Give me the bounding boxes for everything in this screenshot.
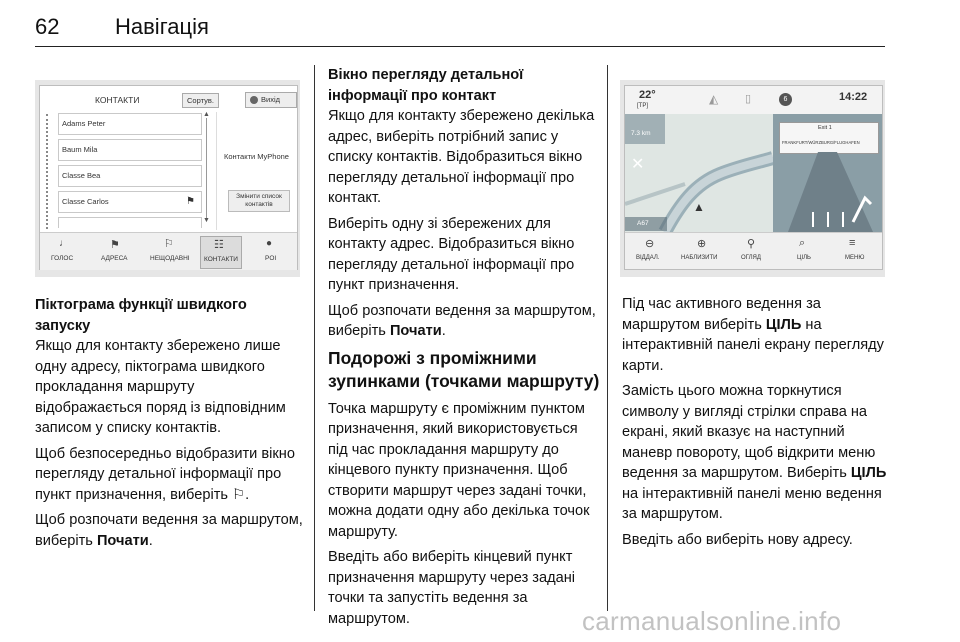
start-command: Почати bbox=[389, 323, 442, 339]
column-1 bbox=[35, 295, 305, 556]
navigation-app-icon[interactable]: ◭ bbox=[709, 92, 719, 106]
column-2 bbox=[328, 65, 600, 634]
text: . bbox=[148, 532, 153, 549]
alphabet-strip[interactable] bbox=[46, 114, 52, 229]
paragraph bbox=[35, 444, 305, 506]
bar-label: НЕЩОДАВНІ bbox=[150, 255, 190, 262]
interaction-bar bbox=[625, 232, 882, 270]
page-number: 62 bbox=[35, 14, 60, 39]
bar-label: ГОЛОС bbox=[51, 255, 74, 262]
column-divider bbox=[607, 65, 608, 611]
paragraph: Якщо для контакту збережено лише одну адресу, піктограма швидкого прокладання маршруту відображається поряд із відповідним записом у списку контактів. bbox=[35, 338, 286, 436]
bar-item-menu[interactable] bbox=[835, 237, 875, 267]
text: . bbox=[441, 323, 446, 339]
section-title: Навігація bbox=[115, 14, 209, 39]
bar-item-recent[interactable] bbox=[148, 237, 192, 267]
side-panel bbox=[216, 112, 217, 230]
contact-row[interactable] bbox=[58, 165, 202, 187]
contact-name: Classe Carlos bbox=[62, 197, 109, 206]
lane-arrows bbox=[773, 152, 882, 232]
destination-command: ЦІЛЬ bbox=[850, 465, 887, 481]
road-name: A67 bbox=[637, 220, 649, 227]
contacts-screen bbox=[39, 85, 298, 270]
scroll-down-icon[interactable]: ▼ bbox=[203, 217, 210, 224]
text: Замість цього можна торкнутися символу у вигляді стрілки справа на екрані, який вказує на наступний маневр повороту, щоб відкрити меню ведення за маршрутом. Виберіть bbox=[622, 383, 876, 481]
contacts-icon: ☷ bbox=[214, 239, 224, 251]
start-command: Почати bbox=[96, 532, 149, 549]
map-view[interactable] bbox=[625, 114, 773, 232]
bar-label: КОНТАКТИ bbox=[204, 256, 238, 263]
contact-row[interactable] bbox=[58, 217, 202, 228]
map-screenshot bbox=[620, 80, 885, 277]
column-divider bbox=[314, 65, 315, 611]
paragraph: Точка маршруту є проміжним пунктом призначення, який використовується під час прокладання маршруту до кінцевого пункту призначення. Щоб створити маршрут через задані точки, можна додати одну або декілька точок маршруту. bbox=[328, 400, 590, 540]
quick-launch-heading: Піктограма функції швидкого запуску bbox=[35, 297, 247, 334]
contact-details-heading: Вікно перегляду детальної інформації про контакт bbox=[328, 67, 524, 104]
bar-item-zoom-in[interactable] bbox=[679, 237, 725, 267]
bar-item-poi[interactable] bbox=[256, 237, 286, 267]
tp-indicator: [TP] bbox=[637, 103, 649, 109]
contacts-screenshot bbox=[35, 80, 300, 277]
destination-icon: ⌕ bbox=[799, 237, 806, 249]
exit-icon bbox=[250, 96, 258, 104]
paragraph bbox=[328, 301, 600, 342]
destination-command: ЦІЛЬ bbox=[765, 316, 802, 333]
text: . bbox=[245, 486, 250, 503]
close-icon[interactable]: ✕ bbox=[631, 156, 645, 173]
column-3 bbox=[622, 294, 888, 555]
map-screen bbox=[624, 85, 883, 270]
poi-icon: ● bbox=[266, 238, 273, 249]
bar-label: ЦІЛЬ bbox=[797, 255, 811, 261]
distance-panel bbox=[625, 114, 665, 144]
road-sign-text: FRANKFURT/WÜRZBURG/FLUGHAFEN bbox=[782, 140, 860, 145]
bar-label: POI bbox=[265, 255, 277, 262]
interaction-bar bbox=[40, 232, 297, 270]
myphone-contacts-link[interactable]: Контакти MyPhone bbox=[224, 152, 289, 161]
phone-app-icon[interactable]: ▯ bbox=[745, 93, 752, 105]
bar-label: НАБЛИЗИТИ bbox=[681, 255, 718, 261]
contact-name: Adams Peter bbox=[62, 119, 106, 128]
bar-item-destination[interactable] bbox=[785, 237, 825, 267]
contact-row[interactable] bbox=[58, 139, 202, 161]
paragraph: Введіть або виберіть кінцевий пункт призначення маршруту через задані точки та запустіть ведення за маршрутом. bbox=[328, 549, 576, 627]
change-list-button[interactable]: Змінити список контактів bbox=[228, 190, 290, 212]
scroll-up-icon[interactable]: ▲ bbox=[203, 111, 210, 118]
status-bar bbox=[625, 86, 882, 115]
contact-name: Classe Bea bbox=[62, 171, 101, 180]
zoom-out-icon: ⊖ bbox=[645, 238, 655, 250]
paragraph bbox=[35, 510, 305, 551]
exit-label: Exit 1 bbox=[818, 125, 832, 131]
zoom-in-icon: ⊕ bbox=[697, 238, 707, 250]
flag-icon[interactable]: ⚑ bbox=[186, 196, 195, 207]
bar-label: АДРЕСА bbox=[101, 255, 128, 262]
flag-icon: ⚐ bbox=[232, 486, 246, 503]
bar-item-voice[interactable] bbox=[46, 237, 82, 267]
paragraph bbox=[622, 381, 888, 525]
sort-button[interactable]: Сортув. bbox=[182, 93, 219, 108]
text: Під час активного ведення за маршрутом виберіть bbox=[622, 296, 821, 333]
contact-row[interactable] bbox=[58, 191, 202, 213]
paragraph: Введіть або виберіть нову адресу. bbox=[622, 531, 853, 548]
temperature: 22° bbox=[639, 89, 656, 101]
contact-row[interactable] bbox=[58, 113, 202, 135]
exit-label: Вихід bbox=[261, 95, 280, 104]
road-badge bbox=[625, 217, 667, 231]
paragraph: Якщо для контакту збережено декілька адрес, виберіть потрібний запис у списку контактів. Відобразиться вікно перегляду детальної інформації про контакт. bbox=[328, 108, 595, 206]
text: Щоб розпочати ведення за маршрутом, виберіть bbox=[35, 512, 303, 549]
text: Щоб розпочати ведення за маршрутом, виберіть bbox=[328, 302, 596, 339]
microphone-icon: ♩ bbox=[59, 238, 69, 249]
distance: 7.3 km bbox=[631, 130, 651, 137]
paragraph: Виберіть одну зі збережених для контакту адрес. Відобразиться вікно перегляду детальної інформації про пункт призначення. bbox=[328, 215, 575, 293]
lane-guidance[interactable] bbox=[773, 114, 882, 232]
watermark: carmanualsonline.info bbox=[582, 606, 842, 636]
exit-button[interactable] bbox=[245, 92, 297, 108]
header-rule bbox=[35, 46, 885, 47]
bar-item-overview[interactable] bbox=[733, 237, 773, 267]
text: Щоб безпосередньо відобразити вікно перегляду детальної інформації про пункт призначення, виберіть bbox=[35, 445, 295, 503]
text: на інтерактивній панелі екрану перегляду карти. bbox=[622, 316, 884, 374]
text: на інтерактивній панелі меню ведення за маршрутом. bbox=[622, 485, 882, 522]
page-header bbox=[35, 10, 885, 50]
paragraph bbox=[622, 294, 888, 376]
contacts-title: КОНТАКТИ bbox=[95, 95, 140, 105]
scrollbar[interactable] bbox=[206, 118, 207, 218]
recent-icon: ⚐ bbox=[164, 238, 174, 250]
contact-name: Baum Mila bbox=[62, 145, 98, 154]
bar-item-zoom-out[interactable] bbox=[631, 237, 671, 267]
flag-icon: ⚑ bbox=[110, 239, 120, 251]
vehicle-position-icon: ▲ bbox=[693, 200, 705, 214]
clock: 14:22 bbox=[839, 91, 868, 103]
menu-icon: ≡ bbox=[849, 237, 856, 249]
bar-item-address[interactable] bbox=[96, 237, 136, 267]
bar-item-contacts[interactable] bbox=[200, 236, 242, 269]
notification-icon[interactable]: 6 bbox=[779, 93, 792, 106]
exit-sign bbox=[779, 122, 879, 154]
bar-label: ОГЛЯД bbox=[741, 255, 761, 261]
waypoints-heading: Подорожі з проміжними зупинками (точками маршруту) bbox=[328, 347, 600, 391]
bar-label: ВІДДАЛ. bbox=[636, 255, 660, 261]
bar-label: МЕНЮ bbox=[845, 255, 865, 261]
overview-icon: ⚲ bbox=[747, 238, 756, 250]
